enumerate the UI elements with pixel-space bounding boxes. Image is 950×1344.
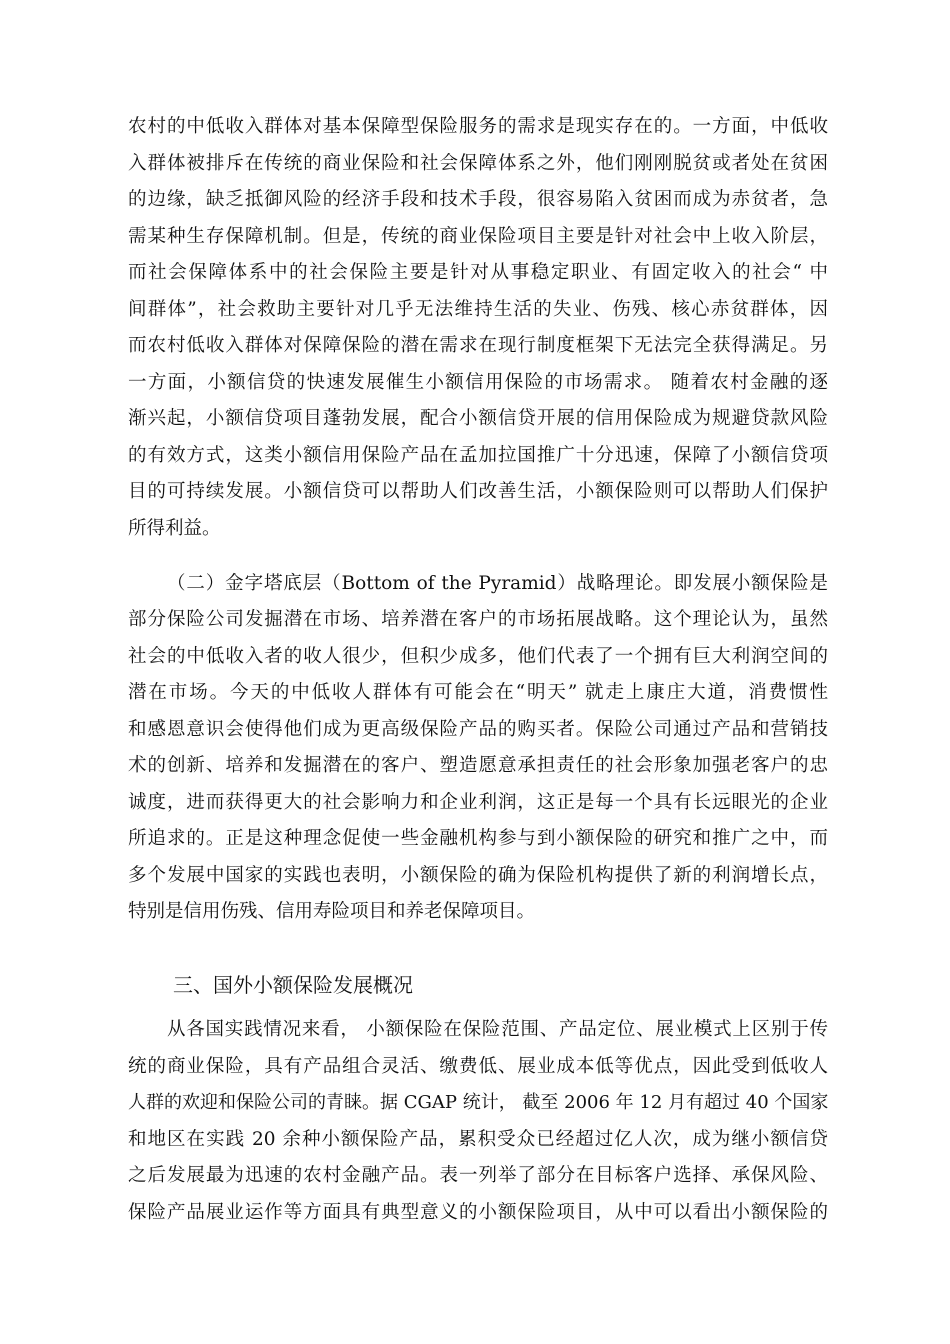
text-line: 保险产品展业运作等方面具有典型意义的小额保险项目，从中可以看出小额保险的 [128, 1202, 828, 1223]
text-line: 人群的欢迎和保险公司的青睐。据 CGAP 统计， 截至 2006 年 12 月有超过 40 个国家 [128, 1092, 828, 1113]
text-line: 农村的中低收入群体对基本保障型保险服务的需求是现实存在的。一方面，中低收 [128, 116, 828, 137]
text-line: 而社会保障体系中的社会保险主要是针对从事稳定职业、有固定收入的社会“ 中 [128, 262, 828, 283]
text-line: 的有效方式，这类小额信用保险产品在孟加拉国推广十分迅速，保障了小额信贷项 [128, 445, 828, 466]
text-line: 之后发展最为迅速的农村金融产品。表一列举了部分在目标客户选择、承保风险、 [128, 1165, 828, 1186]
text-line: 的边缘，缺乏抵御风险的经济手段和技术手段，很容易陷入贫困而成为赤贫者，急 [128, 189, 828, 210]
text-line: 一方面，小额信贷的快速发展催生小额信用保险的市场需求。 随着农村金融的逐 [128, 372, 828, 393]
text-line: 渐兴起，小额信贷项目蓬勃发展，配合小额信贷开展的信用保险成为规避贷款风险 [128, 408, 828, 429]
text-line: 多个发展中国家的实践也表明，小额保险的确为保险机构提供了新的利润增长点， [128, 865, 828, 886]
text-line: 从各国实践情况来看， 小额保险在保险范围、产品定位、展业模式上区别于传 [167, 1019, 828, 1040]
text-line: 所追求的。正是这种理念促使一些金融机构参与到小额保险的研究和推广之中，而 [128, 828, 828, 849]
text-line: 部分保险公司发掘潜在市场、培养潜在客户的市场拓展战略。这个理论认为，虽然 [128, 609, 828, 630]
text-line: 统的商业保险，具有产品组合灵活、缴费低、展业成本低等优点，因此受到低收人 [128, 1056, 828, 1077]
text-line: （二）金字塔底层（Bottom of the Pyramid）战略理论。即发展小额保险是 [167, 573, 828, 594]
text-line: 潜在市场。今天的中低收人群体有可能会在“明天” 就走上康庄大道，消费惯性 [128, 682, 828, 703]
text-line: 所得利益。 [128, 518, 221, 539]
text-line: 术的创新、培养和发掘潜在的客户、塑造愿意承担责任的社会形象加强老客户的忠 [128, 755, 828, 776]
text-line: 诚度，进而获得更大的社会影响力和企业利润，这正是每一个具有长远眼光的企业 [128, 792, 828, 813]
text-line: 和感恩意识会使得他们成为更高级保险产品的购买者。保险公司通过产品和营销技 [128, 719, 828, 740]
text-line: 而农村低收入群体对保障保险的潜在需求在现行制度框架下无法完全获得满足。另 [128, 335, 828, 356]
section-heading: 三、国外小额保险发展概况 [173, 973, 413, 997]
text-line: 和地区在实践 20 余种小额保险产品，累积受众已经超过亿人次，成为继小额信贷 [128, 1129, 828, 1150]
text-line: 社会的中低收入者的收人很少，但积少成多，他们代表了一个拥有巨大利润空间的 [128, 646, 828, 667]
text-line: 入群体被排斥在传统的商业保险和社会保障体系之外，他们刚刚脱贫或者处在贫困 [128, 153, 828, 174]
text-line: 间群体”，社会救助主要针对几乎无法维持生活的失业、伤残、核心赤贫群体，因 [128, 299, 828, 320]
text-line: 需某种生存保障机制。但是，传统的商业保险项目主要是针对社会中上收入阶层， [128, 226, 828, 247]
text-line: 目的可持续发展。小额信贷可以帮助人们改善生活，小额保险则可以帮助人们保护 [128, 481, 828, 502]
text-line: 特别是信用伤残、信用寿险项目和养老保障项目。 [128, 901, 536, 922]
